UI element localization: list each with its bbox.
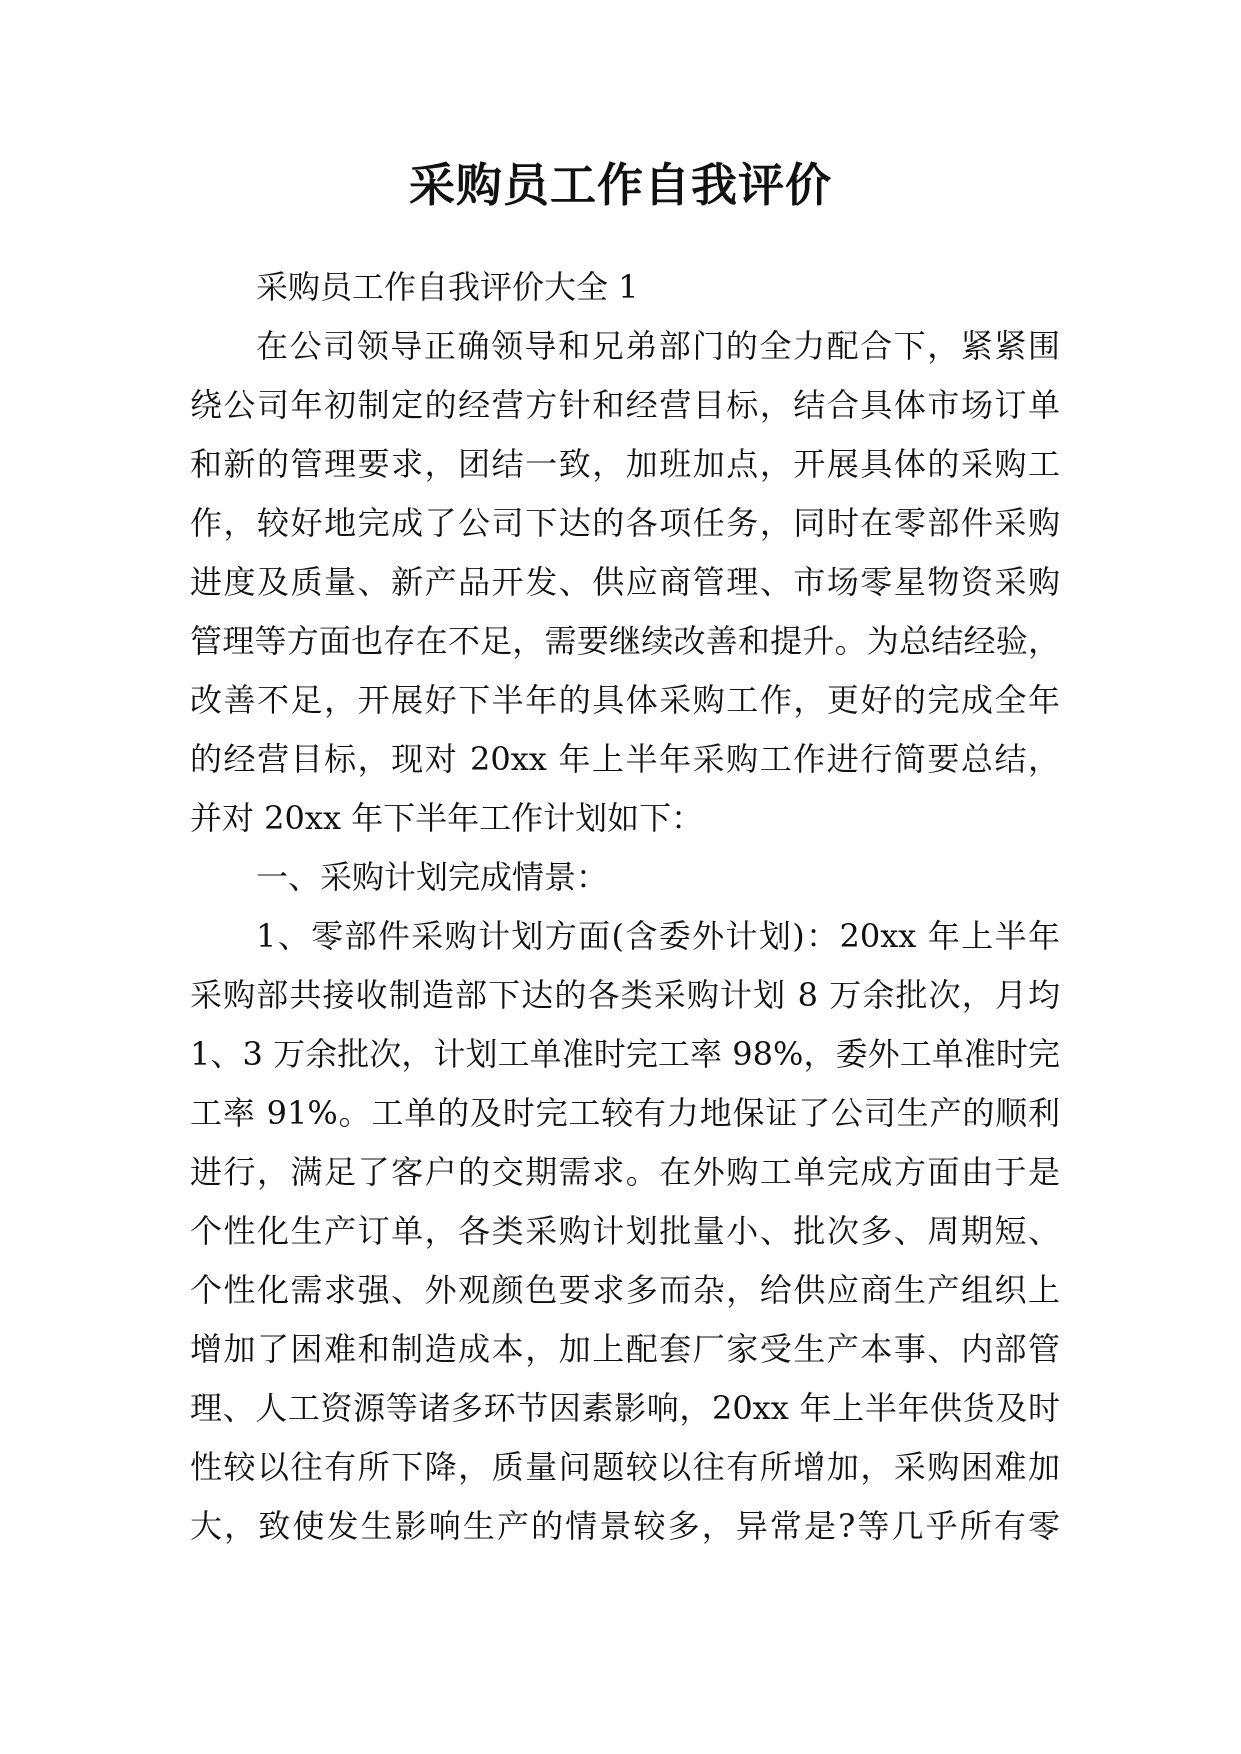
text-line: 工率 91%。工单的及时完工较有力地保证了公司生产的顺利 [190,1094,1060,1132]
document-body [190,258,1060,1556]
text-line: 改善不足，开展好下半年的具体采购工作，更好的完成全年 [190,681,1060,719]
text-line: 进行，满足了客户的交期需求。在外购工单完成方面由于是 [190,1153,1060,1191]
text-line: 大，致使发生影响生产的情景较多，异常是?等几乎所有零 [190,1507,1060,1545]
text-line: 个性化需求强、外观颜色要求多而杂，给供应商生产组织上 [190,1271,1060,1309]
text-line: 绕公司年初制定的经营方针和经营目标，结合具体市场订单 [190,386,1060,424]
text-line: 并对 20xx 年下半年工作计划如下： [190,799,704,837]
text-line: 增加了困难和制造成本，加上配套厂家受生产本事、内部管 [190,1330,1060,1368]
text-line: 1、零部件采购计划方面(含委外计划)：20xx 年上半年 [256,917,1060,955]
text-line: 的经营目标，现对 20xx 年上半年采购工作进行简要总结， [190,740,1060,778]
text-line: 性较以往有所下降，质量问题较以往有所增加，采购困难加 [190,1448,1060,1486]
text-line: 采购员工作自我评价大全 1 [256,268,639,306]
text-line: 作，较好地完成了公司下达的各项任务，同时在零部件采购 [190,504,1060,542]
text-line: 1、3 万余批次，计划工单准时完工率 98%，委外工单准时完 [190,1035,1060,1073]
text-line: 管理等方面也存在不足，需要继续改善和提升。为总结经验， [190,622,1060,660]
text-line: 理、人工资源等诸多环节因素影响，20xx 年上半年供货及时 [190,1389,1060,1427]
text-line: 进度及质量、新产品开发、供应商管理、市场零星物资采购 [190,563,1060,601]
text-line: 一、采购计划完成情景： [256,858,609,896]
document-title: 采购员工作自我评价 [409,158,832,212]
text-line: 在公司领导正确领导和兄弟部门的全力配合下，紧紧围 [256,327,1060,365]
text-line: 个性化生产订单，各类采购计划批量小、批次多、周期短、 [190,1212,1060,1250]
text-line: 采购部共接收制造部下达的各类采购计划 8 万余批次，月均 [190,976,1060,1014]
text-line: 和新的管理要求，团结一致，加班加点，开展具体的采购工 [190,445,1060,483]
